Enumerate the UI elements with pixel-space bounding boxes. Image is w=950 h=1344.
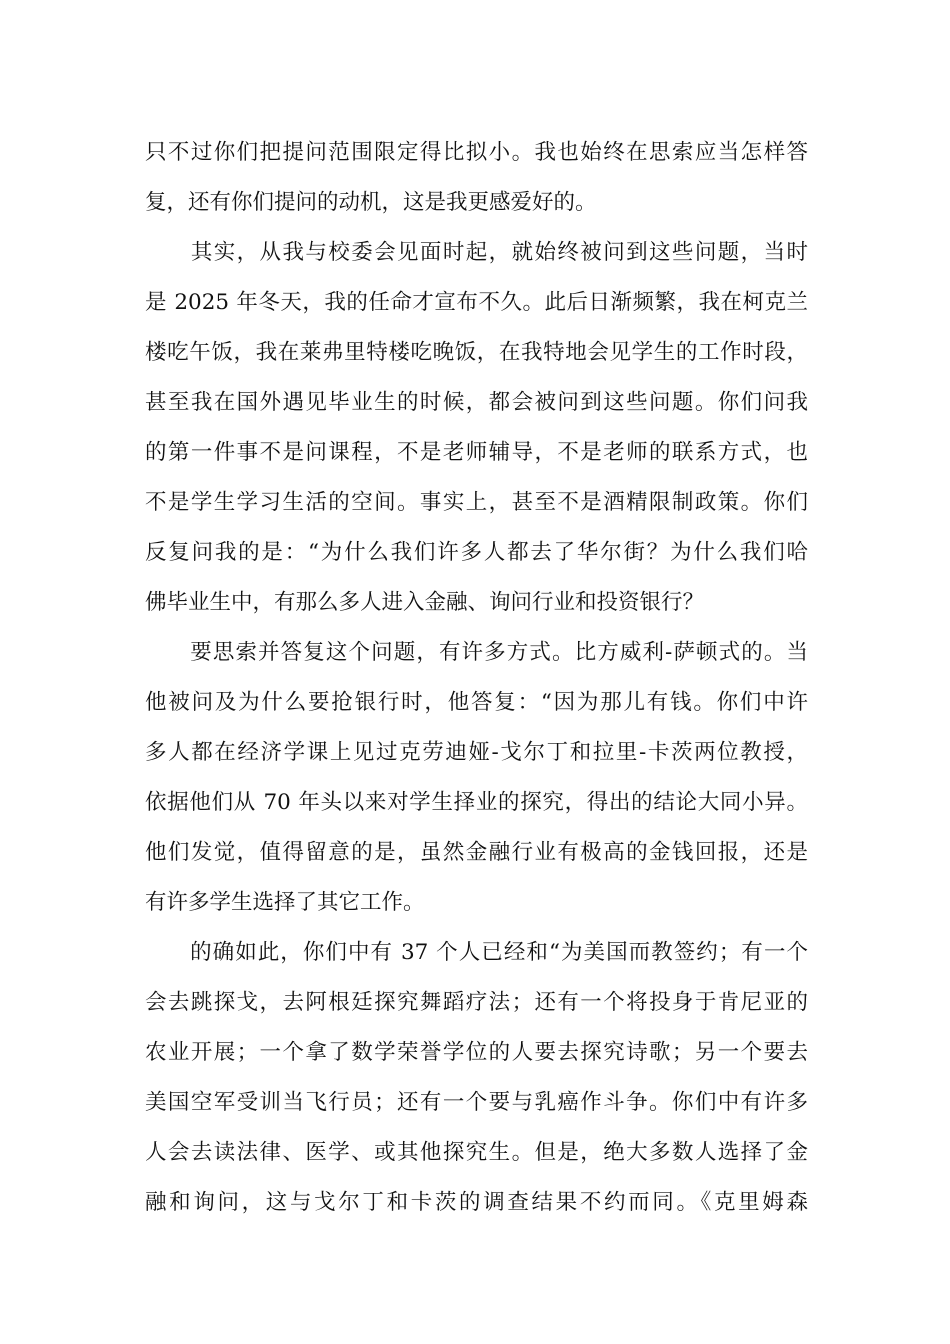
text-line: 多人都在经济学课上见过克劳迪娅-戈尔丁和拉里-卡茨两位教授， (145, 740, 808, 765)
text-line: 复，还有你们提问的动机，这是我更感爱好的。 (145, 190, 597, 215)
text-line: 要思索并答复这个问题，有许多方式。比方威利-萨顿式的。当 (145, 640, 808, 665)
text-line: 反复问我的是：“为什么我们许多人都去了华尔街？为什么我们哈 (145, 540, 808, 565)
text-line: 是 2025 年冬天，我的任命才宣布不久。此后日渐频繁，我在柯克兰 (145, 290, 808, 315)
document-body (145, 131, 808, 1231)
text-line: 的第一件事不是问课程，不是老师辅导，不是老师的联系方式，也 (145, 440, 808, 465)
text-line: 他被问及为什么要抢银行时，他答复：“因为那儿有钱。你们中许 (145, 690, 808, 715)
text-line: 人会去读法律、医学、或其他探究生。但是，绝大多数人选择了金 (145, 1140, 808, 1165)
text-line: 美国空军受训当飞行员；还有一个要与乳癌作斗争。你们中有许多 (145, 1090, 808, 1115)
text-line: 只不过你们把提问范围限定得比拟小。我也始终在思索应当怎样答 (145, 140, 808, 165)
text-line: 他们发觉，值得留意的是，虽然金融行业有极高的金钱回报，还是 (145, 840, 808, 865)
text-line: 楼吃午饭，我在莱弗里特楼吃晚饭，在我特地会见学生的工作时段， (145, 340, 808, 365)
text-line: 的确如此，你们中有 37 个人已经和“为美国而教签约；有一个 (145, 940, 808, 965)
text-line: 甚至我在国外遇见毕业生的时候，都会被问到这些问题。你们问我 (145, 390, 808, 415)
text-line: 不是学生学习生活的空间。事实上，甚至不是酒精限制政策。你们 (145, 490, 808, 515)
text-line: 佛毕业生中，有那么多人进入金融、询问行业和投资银行？ (145, 590, 705, 615)
text-line: 依据他们从 70 年头以来对学生择业的探究，得出的结论大同小异。 (145, 790, 808, 815)
text-line: 农业开展；一个拿了数学荣誉学位的人要去探究诗歌；另一个要去 (145, 1040, 808, 1065)
text-line: 融和询问，这与戈尔丁和卡茨的调查结果不约而同。《克里姆森 (145, 1190, 808, 1215)
text-line: 其实，从我与校委会见面时起，就始终被问到这些问题，当时 (145, 240, 808, 265)
text-line: 会去跳探戈，去阿根廷探究舞蹈疗法；还有一个将投身于肯尼亚的 (145, 990, 808, 1015)
text-line: 有许多学生选择了其它工作。 (145, 890, 425, 915)
